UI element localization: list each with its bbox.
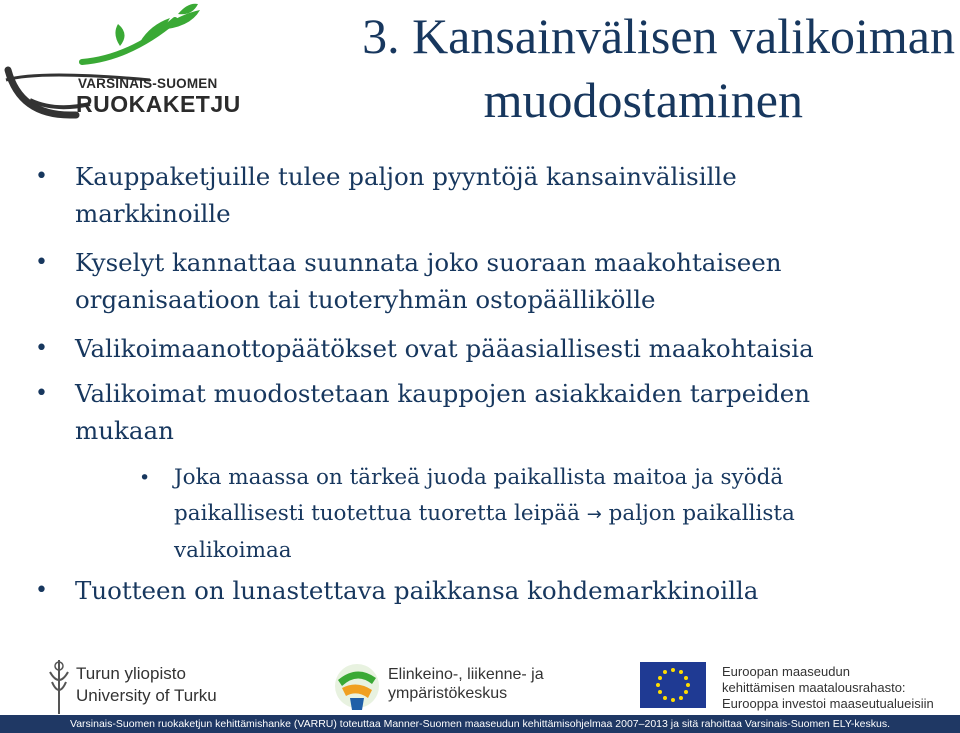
ely-name-2: ympäristökeskus (388, 685, 508, 702)
sub-bullet-item (174, 460, 795, 569)
sub-bullet-text: Joka maassa on tärkeä juoda paikallista maitoa ja syödä (174, 465, 784, 490)
bullet-text: Tuotteen on lunastettava paikkansa kohdemarkkinoilla (75, 576, 759, 605)
bullet-item (75, 330, 814, 367)
page-title (240, 4, 955, 132)
arrow-right-icon: → (586, 504, 602, 525)
bullet-text: Kyselyt kannattaa suunnata joko suoraan maakohtaiseen (75, 248, 782, 277)
bullet-text: markkinoille (75, 199, 231, 228)
ruokaketju-logo (0, 0, 241, 130)
bullet-text: Valikoimaanottopäätökset ovat pääasiallisesti maakohtaisia (75, 334, 814, 363)
partner-logos (0, 652, 960, 718)
turku-emblem-icon (48, 658, 70, 716)
bullet-text: organisaatioon tai tuoteryhmän ostopäällikölle (75, 285, 656, 314)
turku-name-fi: Turun yliopisto (76, 664, 186, 683)
bullet-text: Valikoimat muodostetaan kauppojen asiakkaiden tarpeiden (75, 379, 811, 408)
bullet-text: Kauppaketjuille tulee paljon pyyntöjä kansainvälisille (75, 162, 737, 191)
sub-bullet-text: valikoimaa (174, 538, 292, 563)
bullet-item (75, 158, 737, 232)
bullet-item (75, 375, 810, 449)
eu-text-2: kehittämisen maatalousrahasto: (722, 680, 906, 695)
bullet-item (75, 244, 782, 318)
footer-text: Varsinais-Suomen ruokaketjun kehittämishanke (VARRU) toteuttaa Manner-Suomen maaseudun kehittämisohjelmaa 2007–2013 ja sitä rahoittaa Varsinais-Suomen ELY-keskus. (69, 718, 891, 730)
eu-flag-icon (640, 662, 706, 708)
sub-bullet-text: paljon paikallista (608, 501, 795, 526)
footer-bar (0, 715, 960, 733)
sub-bullet-text: paikallisesti tuotettua tuoretta leipää (174, 501, 580, 526)
bullet-text: mukaan (75, 416, 174, 445)
ely-name-1: Elinkeino-, liikenne- ja (388, 666, 544, 683)
eu-text-1: Euroopan maaseudun (722, 664, 850, 679)
logo-line-2: RUOKAKETJU (76, 91, 241, 117)
logo-line-1: VARSINAIS-SUOMEN (78, 76, 218, 91)
bullet-item (75, 572, 758, 609)
ely-logo-icon (332, 658, 382, 714)
turku-name-en: University of Turku (76, 686, 217, 705)
title-line-2: muodostaminen (483, 72, 803, 128)
eu-text-3: Eurooppa investoi maaseutualueisiin (722, 696, 934, 711)
title-line-1: 3. Kansainvälisen valikoiman (362, 8, 955, 64)
